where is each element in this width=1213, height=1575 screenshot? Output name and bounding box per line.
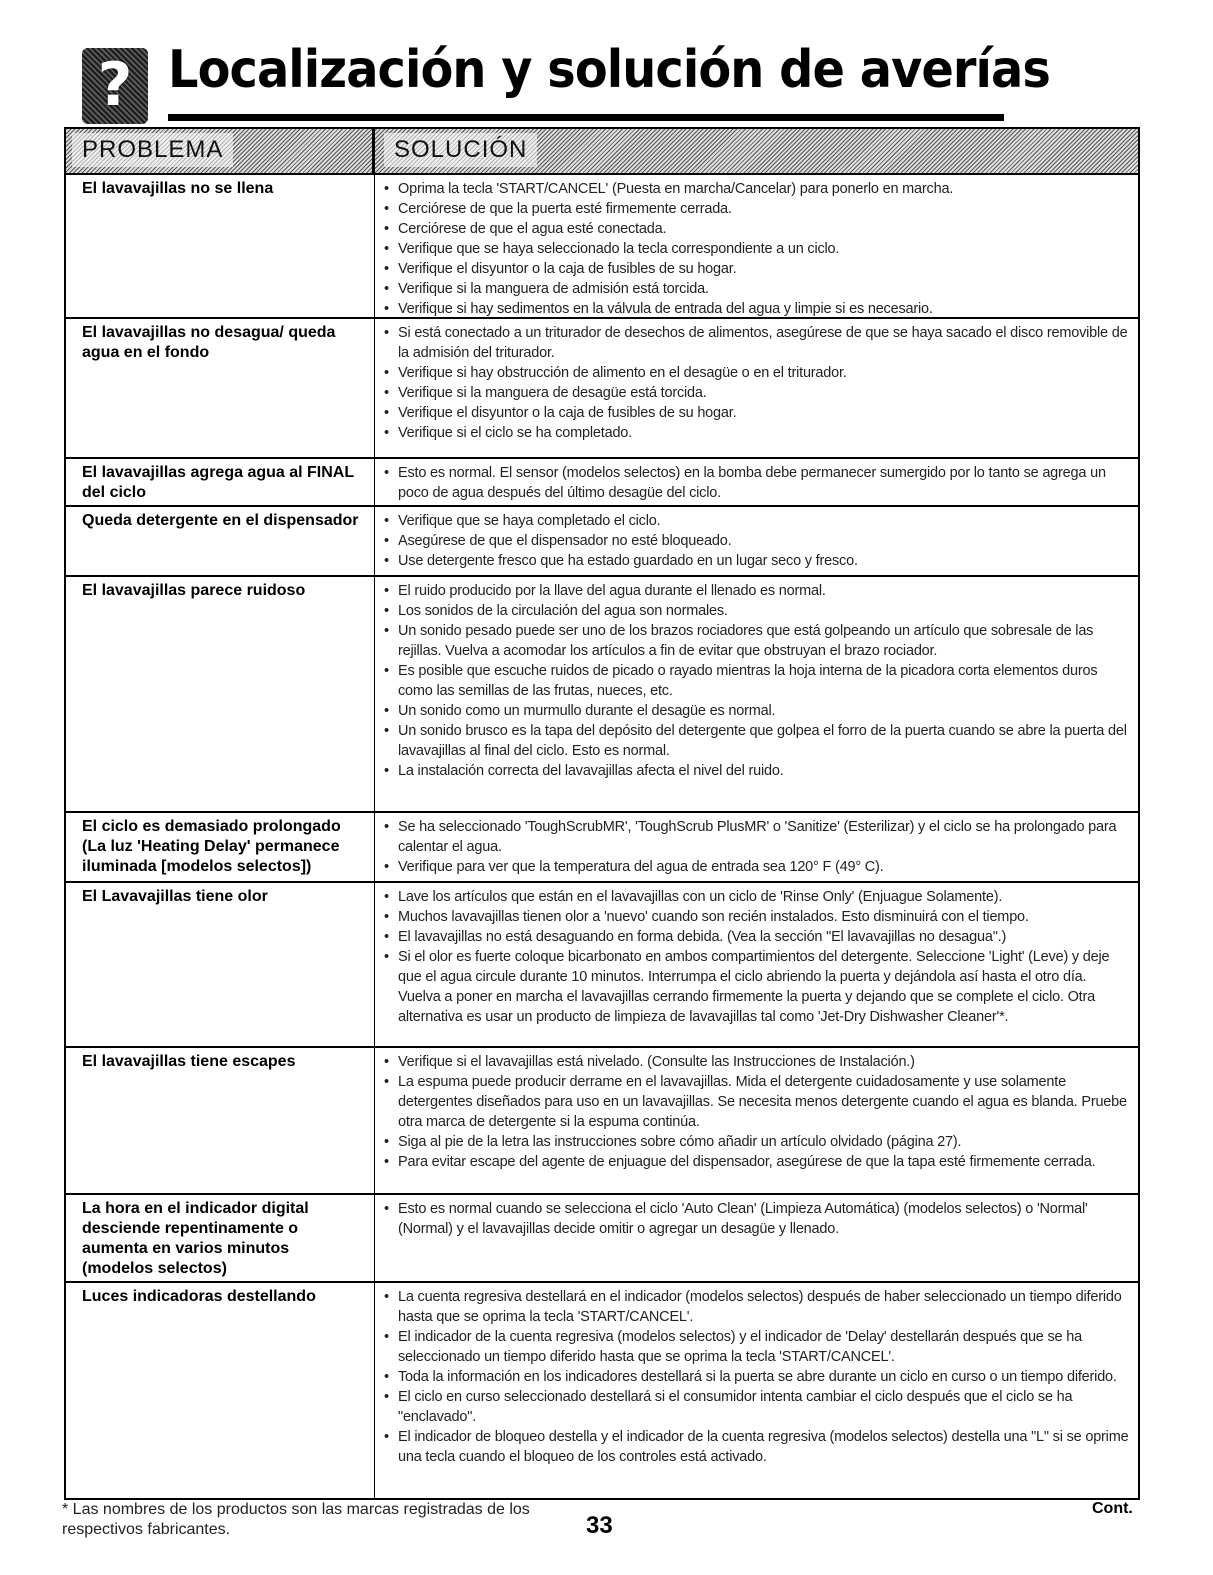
column-header-problem: PROBLEMA	[72, 133, 233, 167]
solution-item: • Muchos lavavajillas tienen olor a 'nuevo' cuando son recién instalados. Esto disminuirá con el tiempo.	[382, 907, 1132, 927]
table-row	[66, 175, 1138, 317]
solution-item: • Los sonidos de la circulación del agua son normales.	[382, 601, 1132, 621]
solution-list	[382, 463, 1132, 503]
header-divider	[372, 129, 375, 173]
problem-cell: El lavavajillas parece ruidoso	[82, 582, 306, 599]
solution-item: • El ruido producido por la llave del agua durante el llenado es normal.	[382, 581, 1132, 601]
solution-item: • Cerciórese de que el agua esté conectada.	[382, 219, 1132, 239]
solution-item: • Esto es normal cuando se selecciona el ciclo 'Auto Clean' (Limpieza Automática) (modelos selectos) o 'Normal' (Normal) y el lavavajillas decide omitir o agregar un desagüe y llenado.	[382, 1199, 1132, 1239]
continued-label: Cont.	[1092, 1500, 1133, 1517]
solution-item: • Oprima la tecla 'START/CANCEL' (Puesta en marcha/Cancelar) para ponerlo en marcha.	[382, 179, 1132, 199]
table-row	[66, 457, 1138, 505]
problem-cell: El Lavavajillas tiene olor	[82, 888, 268, 905]
solution-item: • Verifique el disyuntor o la caja de fusibles de su hogar.	[382, 259, 1132, 279]
solution-item: • Lave los artículos que están en el lavavajillas con un ciclo de 'Rinse Only' (Enjuague Solamente).	[382, 887, 1132, 907]
column-divider	[374, 319, 375, 457]
problem-cell: El ciclo es demasiado prolongado (La luz 'Heating Delay' permanece iluminada [modelos selectos])	[82, 818, 341, 875]
column-header-solution: SOLUCIÓN	[384, 133, 537, 167]
column-divider	[374, 1195, 375, 1281]
solution-item: • El ciclo en curso seleccionado destellará si el consumidor intenta cambiar el ciclo después que el ciclo se ha "enclavado".	[382, 1387, 1132, 1427]
problem-cell: Luces indicadoras destellando	[82, 1288, 316, 1305]
solution-item: • Verifique para ver que la temperatura del agua de entrada sea 120° F (49° C).	[382, 857, 1132, 877]
problem-cell: El lavavajillas no se llena	[82, 180, 274, 197]
column-divider	[374, 507, 375, 575]
table-row	[66, 811, 1138, 881]
solution-item: • Para evitar escape del agente de enjuague del dispensador, asegúrese de que la tapa esté firmemente cerrada.	[382, 1152, 1132, 1172]
solution-item: • Si está conectado a un triturador de desechos de alimentos, asegúrese de que se haya sacado el disco removible de la admisión del triturador.	[382, 323, 1132, 363]
solution-item: • Verifique que se haya completado el ciclo.	[382, 511, 1132, 531]
table-row	[66, 505, 1138, 575]
title-underline	[168, 114, 1004, 121]
solution-item: • Siga al pie de la letra las instrucciones sobre cómo añadir un artículo olvidado (página 27).	[382, 1132, 1132, 1152]
solution-item: • Un sonido como un murmullo durante el desagüe es normal.	[382, 701, 1132, 721]
solution-item: • Esto es normal. El sensor (modelos selectos) en la bomba debe permanecer sumergido por lo tanto se agrega un poco de agua después del último desagüe del ciclo.	[382, 463, 1132, 503]
table-header	[66, 129, 1138, 175]
solution-item: • Verifique si el ciclo se ha completado.	[382, 423, 1132, 443]
solution-item: • Use detergente fresco que ha estado guardado en un lugar seco y fresco.	[382, 551, 1132, 571]
solution-item: • El indicador de bloqueo destella y el indicador de la cuenta regresiva (modelos selectos) destella una "L" si se oprime una tecla cuando el bloqueo de los controles está activado.	[382, 1427, 1132, 1467]
solution-item: • La cuenta regresiva destellará en el indicador (modelos selectos) después de haber seleccionado un tiempo diferido hasta que se oprima la tecla 'START/CANCEL'.	[382, 1287, 1132, 1327]
solution-item: • Asegúrese de que el dispensador no esté bloqueado.	[382, 531, 1132, 551]
table-row	[66, 1046, 1138, 1193]
solution-item: • Si el olor es fuerte coloque bicarbonato en ambos compartimientos del detergente. Seleccione 'Light' (Leve) y deje que el agua circule durante 10 minutos. Interrumpa el ciclo abriendo la puerta y dejándola así hasta el otro día. Vuelva a poner en marcha el lavavajillas cerrando firmemente la puerta y dejando que se complete el ciclo. Otra alternativa es usar un producto de limpieza de lavavajillas tal como 'Jet-Dry Dishwasher Cleaner'*.	[382, 947, 1132, 1027]
solution-item: • El indicador de la cuenta regresiva (modelos selectos) y el indicador de 'Delay' destellarán después que se ha seleccionado un tiempo diferido hasta que se oprima la tecla 'START/CANCEL'.	[382, 1327, 1132, 1367]
column-divider	[374, 883, 375, 1046]
column-divider	[374, 813, 375, 881]
column-divider	[374, 1048, 375, 1193]
table-row	[66, 1281, 1138, 1500]
problem-cell: El lavavajillas no desagua/ queda agua en el fondo	[82, 324, 336, 361]
problem-cell: La hora en el indicador digital desciende repentinamente o aumenta en varios minutos (modelos selectos)	[82, 1200, 309, 1277]
solution-list	[382, 1052, 1132, 1172]
solution-item: • Verifique si hay sedimentos en la válvula de entrada del agua y limpie si es necesario.	[382, 299, 1132, 319]
solution-list	[382, 323, 1132, 443]
solution-item: • La instalación correcta del lavavajillas afecta el nivel del ruido.	[382, 761, 1132, 781]
solution-item: • La espuma puede producir derrame en el lavavajillas. Mida el detergente cuidadosamente y use solamente detergentes diseñados para uso en un lavavajillas. Se necesita menos detergente cuando el agua es blanda. Pruebe otra marca de detergente si la espuma continúa.	[382, 1072, 1132, 1132]
solution-list	[382, 581, 1132, 781]
solution-item: • Cerciórese de que la puerta esté firmemente cerrada.	[382, 199, 1132, 219]
solution-item: • Verifique el disyuntor o la caja de fusibles de su hogar.	[382, 403, 1132, 423]
column-divider	[374, 459, 375, 505]
solution-list	[382, 817, 1132, 877]
table-row	[66, 881, 1138, 1046]
table-row	[66, 1193, 1138, 1281]
solution-list	[382, 887, 1132, 1027]
solution-item: • Verifique si la manguera de admisión está torcida.	[382, 279, 1132, 299]
solution-item: • Es posible que escuche ruidos de picado o rayado mientras la hoja interna de la picadora corta elementos duros como las semillas de las frutas, nueces, etc.	[382, 661, 1132, 701]
solution-list	[382, 1287, 1132, 1467]
solution-item: • Verifique si el lavavajillas está nivelado. (Consulte las Instrucciones de Instalación.)	[382, 1052, 1132, 1072]
page-number: 33	[586, 1512, 613, 1539]
column-divider	[374, 175, 375, 317]
solution-item: • Un sonido pesado puede ser uno de los brazos rociadores que está golpeando un artículo que sobresale de las rejillas. Vuelva a acomodar los artículos a fin de evitar que obstruyan el brazo rociador.	[382, 621, 1132, 661]
column-divider	[374, 1283, 375, 1500]
solution-list	[382, 511, 1132, 571]
problem-cell: El lavavajillas tiene escapes	[82, 1053, 296, 1070]
solution-list	[382, 1199, 1132, 1239]
table-row	[66, 317, 1138, 457]
problem-cell: El lavavajillas agrega agua al FINAL del ciclo	[82, 464, 354, 501]
solution-item: • Un sonido brusco es la tapa del depósito del detergente que golpea el forro de la puerta cuando se abre la puerta del lavavajillas al final del ciclo. Esto es normal.	[382, 721, 1132, 761]
solution-item: • Verifique que se haya seleccionado la tecla correspondiente a un ciclo.	[382, 239, 1132, 259]
troubleshooting-table	[64, 127, 1140, 1500]
solution-item: • Verifique si hay obstrucción de alimento en el desagüe o en el triturador.	[382, 363, 1132, 383]
solution-list	[382, 179, 1132, 319]
footnote: * Las nombres de los productos son las marcas registradas de los respectivos fabricantes.	[62, 1501, 530, 1538]
page-title: Localización y solución de averías	[168, 40, 1050, 100]
table-row	[66, 575, 1138, 811]
solution-item: • El lavavajillas no está desaguando en forma debida. (Vea la sección "El lavavajillas no desagua".)	[382, 927, 1132, 947]
question-mark-icon: ?	[82, 48, 148, 124]
solution-item: • Toda la información en los indicadores destellará si la puerta se abre durante un ciclo en curso o un tiempo diferido.	[382, 1367, 1132, 1387]
solution-item: • Se ha seleccionado 'ToughScrubMR', 'ToughScrub PlusMR' o 'Sanitize' (Esterilizar) y el ciclo se ha prolongado para calentar el agua.	[382, 817, 1132, 857]
page-header	[82, 38, 1050, 124]
problem-cell: Queda detergente en el dispensador	[82, 512, 359, 529]
column-divider	[374, 577, 375, 811]
solution-item: • Verifique si la manguera de desagüe está torcida.	[382, 383, 1132, 403]
